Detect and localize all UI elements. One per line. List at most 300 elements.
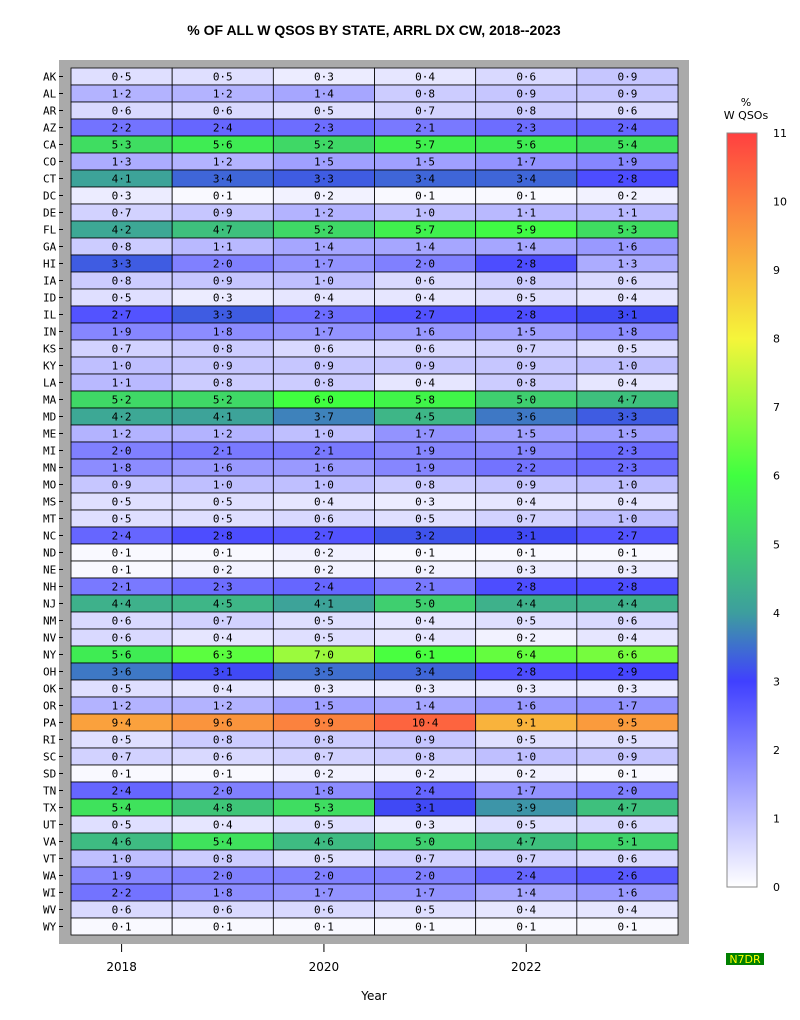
cell-value-label: 5·8 bbox=[415, 393, 436, 407]
cell-value-label: 0·8 bbox=[313, 376, 334, 390]
cell-value-label: 1·0 bbox=[313, 427, 334, 441]
cell-value-label: 6·4 bbox=[516, 648, 537, 662]
cell-value-label: 0·6 bbox=[111, 631, 132, 645]
cell-value-label: 2·0 bbox=[415, 257, 436, 271]
cell-value-label: 2·0 bbox=[111, 444, 132, 458]
cell-value-label: 1·5 bbox=[415, 155, 436, 169]
cell-value-label: 3·2 bbox=[415, 529, 436, 543]
row-label: CA bbox=[43, 138, 57, 152]
x-tick-label: 2022 bbox=[510, 960, 542, 974]
row-label: IA bbox=[43, 274, 57, 288]
row-label: MO bbox=[43, 478, 57, 492]
cell-value-label: 0·9 bbox=[212, 274, 233, 288]
cell-value-label: 0·5 bbox=[313, 631, 334, 645]
cell-value-label: 9·9 bbox=[313, 716, 334, 730]
row-label: WY bbox=[43, 920, 57, 934]
cell-value-label: 5·2 bbox=[313, 223, 334, 237]
cell-value-label: 6·0 bbox=[313, 393, 334, 407]
cell-value-label: 0·3 bbox=[516, 563, 537, 577]
cell-value-label: 0·5 bbox=[111, 70, 132, 84]
cell-value-label: 2·7 bbox=[111, 308, 132, 322]
colorbar-tick-label: 3 bbox=[773, 675, 780, 689]
row-label: OK bbox=[43, 682, 57, 696]
row-label: LA bbox=[43, 376, 57, 390]
cell-value-label: 2·7 bbox=[617, 529, 638, 543]
cell-value-label: 0·8 bbox=[516, 104, 537, 118]
cell-value-label: 2·2 bbox=[111, 121, 132, 135]
cell-value-label: 2·0 bbox=[617, 784, 638, 798]
cell-value-label: 1·9 bbox=[111, 869, 132, 883]
cell-value-label: 0·9 bbox=[212, 206, 233, 220]
row-label: NE bbox=[43, 563, 57, 577]
cell-value-label: 0·9 bbox=[516, 359, 537, 373]
cell-value-label: 0·1 bbox=[617, 767, 638, 781]
row-label: NY bbox=[43, 648, 57, 662]
cell-value-label: 0·5 bbox=[516, 733, 537, 747]
cell-value-label: 0·9 bbox=[212, 359, 233, 373]
cell-value-label: 5·7 bbox=[415, 223, 436, 237]
cell-value-label: 2·1 bbox=[415, 580, 436, 594]
x-tick-label: 2020 bbox=[308, 960, 340, 974]
cell-value-label: 0·5 bbox=[111, 512, 132, 526]
cell-value-label: 0·4 bbox=[415, 70, 436, 84]
cell-value-label: 0·1 bbox=[111, 563, 132, 577]
cell-value-label: 0·6 bbox=[415, 274, 436, 288]
row-label: ME bbox=[43, 427, 57, 441]
cell-value-label: 1·2 bbox=[212, 427, 233, 441]
cell-value-label: 0·8 bbox=[212, 852, 233, 866]
row-label: IL bbox=[43, 308, 57, 322]
cell-value-label: 1·4 bbox=[313, 240, 334, 254]
cell-value-label: 5·4 bbox=[212, 835, 233, 849]
cell-value-label: 2·4 bbox=[516, 869, 537, 883]
cell-value-label: 2·7 bbox=[313, 529, 334, 543]
colorbar-title: W QSOs bbox=[723, 109, 769, 122]
cell-value-label: 3·1 bbox=[516, 529, 537, 543]
cell-value-label: 5·9 bbox=[516, 223, 537, 237]
cell-value-label: 1·4 bbox=[415, 240, 436, 254]
row-label: TX bbox=[43, 801, 57, 815]
cell-value-label: 0·9 bbox=[516, 478, 537, 492]
cell-value-label: 2·0 bbox=[212, 784, 233, 798]
cell-value-label: 1·1 bbox=[111, 376, 132, 390]
cell-value-label: 0·4 bbox=[617, 631, 638, 645]
cell-value-label: 0·6 bbox=[313, 903, 334, 917]
cell-value-label: 0·1 bbox=[415, 920, 436, 934]
cell-value-label: 0·1 bbox=[212, 546, 233, 560]
cell-value-label: 0·2 bbox=[415, 767, 436, 781]
cell-value-label: 0·6 bbox=[617, 274, 638, 288]
cell-value-label: 0·3 bbox=[313, 70, 334, 84]
cell-value-label: 2·8 bbox=[516, 665, 537, 679]
cell-value-label: 1·0 bbox=[111, 359, 132, 373]
colorbar-legend bbox=[724, 96, 787, 894]
cell-value-label: 4·4 bbox=[111, 597, 132, 611]
cell-value-label: 1·6 bbox=[617, 886, 638, 900]
cell-value-label: 3·4 bbox=[516, 172, 537, 186]
cell-value-label: 0·6 bbox=[212, 750, 233, 764]
cell-value-label: 0·2 bbox=[415, 563, 436, 577]
cell-value-label: 0·9 bbox=[617, 87, 638, 101]
cell-value-label: 1·1 bbox=[617, 206, 638, 220]
row-label: ND bbox=[43, 546, 57, 560]
author-badge bbox=[726, 953, 764, 966]
cell-value-label: 0·6 bbox=[617, 104, 638, 118]
cell-value-label: 0·1 bbox=[212, 920, 233, 934]
cell-value-label: 4·4 bbox=[516, 597, 537, 611]
cell-value-label: 0·7 bbox=[111, 750, 132, 764]
colorbar-tick-label: 1 bbox=[773, 812, 780, 826]
row-label: TN bbox=[43, 784, 57, 798]
cell-value-label: 0·6 bbox=[617, 818, 638, 832]
colorbar-tick-label: 4 bbox=[773, 606, 780, 620]
cell-value-label: 0·6 bbox=[516, 70, 537, 84]
cell-value-label: 0·1 bbox=[516, 546, 537, 560]
cell-value-label: 0·7 bbox=[111, 342, 132, 356]
cell-value-label: 5·4 bbox=[111, 801, 132, 815]
cell-value-label: 0·5 bbox=[415, 903, 436, 917]
cell-value-label: 1·1 bbox=[212, 240, 233, 254]
cell-value-label: 5·0 bbox=[516, 393, 537, 407]
cell-value-label: 6·3 bbox=[212, 648, 233, 662]
cell-value-label: 4·5 bbox=[212, 597, 233, 611]
row-label: NC bbox=[43, 529, 57, 543]
cell-value-label: 0·6 bbox=[111, 104, 132, 118]
cell-value-label: 2·1 bbox=[313, 444, 334, 458]
row-label: MD bbox=[43, 410, 57, 424]
row-label: CO bbox=[43, 155, 57, 169]
colorbar-tick-label: 11 bbox=[773, 127, 787, 140]
cell-value-label: 3·3 bbox=[313, 172, 334, 186]
cell-value-label: 10·4 bbox=[411, 716, 439, 730]
cell-value-label: 0·3 bbox=[617, 682, 638, 696]
cell-value-label: 1·5 bbox=[313, 155, 334, 169]
row-label: NV bbox=[43, 631, 57, 645]
cell-value-label: 2·8 bbox=[516, 308, 537, 322]
row-label: MN bbox=[43, 461, 57, 475]
cell-value-label: 1·2 bbox=[111, 87, 132, 101]
cell-value-label: 2·1 bbox=[111, 580, 132, 594]
cell-value-label: 0·3 bbox=[516, 682, 537, 696]
cell-value-label: 0·7 bbox=[415, 852, 436, 866]
cell-value-label: 1·6 bbox=[415, 325, 436, 339]
row-label: MT bbox=[43, 512, 57, 526]
colorbar-tick-label: 0 bbox=[773, 881, 780, 894]
cell-value-label: 0·1 bbox=[111, 767, 132, 781]
cell-value-label: 2·3 bbox=[516, 121, 537, 135]
cell-value-label: 4·1 bbox=[111, 172, 132, 186]
row-label: PA bbox=[43, 716, 57, 730]
cell-value-label: 0·5 bbox=[313, 104, 334, 118]
cell-value-label: 0·7 bbox=[111, 206, 132, 220]
cell-value-label: 1·0 bbox=[313, 274, 334, 288]
cell-value-label: 0·4 bbox=[212, 818, 233, 832]
cell-value-label: 5·0 bbox=[415, 597, 436, 611]
cell-value-label: 0·7 bbox=[415, 104, 436, 118]
cell-value-label: 1·0 bbox=[212, 478, 233, 492]
cell-value-label: 1·8 bbox=[313, 784, 334, 798]
colorbar-tick-label: 5 bbox=[773, 538, 780, 552]
cell-value-label: 0·1 bbox=[111, 920, 132, 934]
cell-value-label: 1·5 bbox=[617, 427, 638, 441]
cell-value-label: 0·1 bbox=[111, 546, 132, 560]
cell-value-label: 1·2 bbox=[212, 699, 233, 713]
cell-value-label: 3·4 bbox=[212, 172, 233, 186]
cell-value-label: 1·0 bbox=[617, 512, 638, 526]
cell-value-label: 0·7 bbox=[516, 512, 537, 526]
cell-value-label: 0·1 bbox=[212, 767, 233, 781]
cell-value-label: 1·8 bbox=[617, 325, 638, 339]
cell-value-label: 0·1 bbox=[313, 920, 334, 934]
cell-value-label: 2·4 bbox=[415, 784, 436, 798]
cell-value-label: 0·9 bbox=[415, 733, 436, 747]
cell-value-label: 0·7 bbox=[516, 852, 537, 866]
cell-value-label: 2·3 bbox=[617, 444, 638, 458]
cell-value-label: 1·0 bbox=[516, 750, 537, 764]
cell-value-label: 0·3 bbox=[415, 495, 436, 509]
cell-value-label: 0·4 bbox=[212, 631, 233, 645]
row-label: HI bbox=[43, 257, 57, 271]
colorbar-tick-label: 10 bbox=[773, 195, 787, 209]
cell-value-label: 0·5 bbox=[111, 291, 132, 305]
cell-value-label: 0·3 bbox=[313, 682, 334, 696]
cell-value-label: 1·6 bbox=[313, 461, 334, 475]
cell-value-label: 1·6 bbox=[617, 240, 638, 254]
cell-value-label: 0·8 bbox=[415, 87, 436, 101]
cell-value-label: 1·8 bbox=[111, 461, 132, 475]
cell-value-label: 1·7 bbox=[415, 427, 436, 441]
colorbar-tick-label: 7 bbox=[773, 401, 780, 415]
row-label: AZ bbox=[43, 121, 57, 135]
cell-value-label: 1·7 bbox=[617, 699, 638, 713]
cell-value-label: 1·8 bbox=[212, 325, 233, 339]
cell-value-label: 5·7 bbox=[415, 138, 436, 152]
cell-value-label: 2·2 bbox=[516, 461, 537, 475]
cell-value-label: 0·5 bbox=[111, 818, 132, 832]
cell-value-label: 0·5 bbox=[516, 291, 537, 305]
cell-value-label: 0·4 bbox=[617, 495, 638, 509]
cell-value-label: 1·0 bbox=[313, 478, 334, 492]
chart-title: % OF ALL W QSOS BY STATE, ARRL DX CW, 2018--2023 bbox=[187, 22, 561, 38]
cell-value-label: 0·8 bbox=[212, 733, 233, 747]
cell-value-label: 0·5 bbox=[516, 818, 537, 832]
cell-value-label: 0·5 bbox=[415, 512, 436, 526]
cell-value-label: 2·3 bbox=[212, 580, 233, 594]
cell-value-label: 5·0 bbox=[415, 835, 436, 849]
cell-value-label: 0·4 bbox=[516, 495, 537, 509]
cell-value-label: 0·9 bbox=[516, 87, 537, 101]
cell-value-label: 3·9 bbox=[516, 801, 537, 815]
cell-value-label: 0·2 bbox=[516, 767, 537, 781]
row-label: SC bbox=[43, 750, 57, 764]
cell-value-label: 1·2 bbox=[111, 427, 132, 441]
author-badge-text: N7DR bbox=[729, 953, 761, 966]
cell-value-label: 4·6 bbox=[111, 835, 132, 849]
row-label: KS bbox=[43, 342, 57, 356]
cell-value-label: 0·5 bbox=[313, 818, 334, 832]
cell-value-label: 0·6 bbox=[617, 614, 638, 628]
cell-value-label: 0·5 bbox=[111, 733, 132, 747]
cell-value-label: 0·1 bbox=[516, 189, 537, 203]
cell-value-label: 1·7 bbox=[313, 325, 334, 339]
cell-value-label: 0·4 bbox=[415, 614, 436, 628]
cell-value-label: 0·5 bbox=[617, 342, 638, 356]
cell-value-label: 2·9 bbox=[617, 665, 638, 679]
cell-value-label: 0·5 bbox=[111, 682, 132, 696]
cell-value-label: 2·4 bbox=[111, 784, 132, 798]
cell-value-label: 3·4 bbox=[415, 665, 436, 679]
cell-value-label: 1·7 bbox=[516, 155, 537, 169]
cell-value-label: 5·6 bbox=[212, 138, 233, 152]
cell-value-label: 3·4 bbox=[415, 172, 436, 186]
cell-value-label: 0·5 bbox=[212, 495, 233, 509]
cell-value-label: 2·8 bbox=[516, 257, 537, 271]
cell-value-label: 1·3 bbox=[617, 257, 638, 271]
cell-value-label: 3·6 bbox=[516, 410, 537, 424]
cell-value-label: 4·1 bbox=[212, 410, 233, 424]
row-label: DC bbox=[43, 189, 57, 203]
cell-value-label: 2·4 bbox=[617, 121, 638, 135]
cell-value-label: 0·8 bbox=[415, 478, 436, 492]
cell-value-label: 0·4 bbox=[415, 631, 436, 645]
cell-value-label: 2·1 bbox=[212, 444, 233, 458]
cell-value-label: 5·2 bbox=[313, 138, 334, 152]
row-label: RI bbox=[43, 733, 57, 747]
row-label: VT bbox=[43, 852, 57, 866]
cell-value-label: 0·5 bbox=[313, 614, 334, 628]
cell-value-label: 1·0 bbox=[617, 478, 638, 492]
cell-value-label: 1·9 bbox=[415, 461, 436, 475]
cell-value-label: 1·2 bbox=[313, 206, 334, 220]
cell-value-label: 0·7 bbox=[313, 750, 334, 764]
cell-value-label: 0·1 bbox=[617, 920, 638, 934]
cell-value-label: 0·9 bbox=[313, 359, 334, 373]
cell-value-label: 2·8 bbox=[212, 529, 233, 543]
cell-value-label: 2·4 bbox=[212, 121, 233, 135]
cell-value-label: 0·4 bbox=[617, 376, 638, 390]
cell-value-label: 0·2 bbox=[313, 767, 334, 781]
cell-value-label: 2·3 bbox=[313, 121, 334, 135]
cell-value-label: 2·3 bbox=[313, 308, 334, 322]
cell-value-label: 0·1 bbox=[617, 546, 638, 560]
cell-value-label: 0·1 bbox=[212, 189, 233, 203]
row-label: KY bbox=[43, 359, 57, 373]
cell-value-label: 0·6 bbox=[313, 512, 334, 526]
row-label: MS bbox=[43, 495, 57, 509]
cell-value-label: 0·4 bbox=[516, 903, 537, 917]
cell-value-label: 3·5 bbox=[313, 665, 334, 679]
cell-value-label: 1·5 bbox=[313, 699, 334, 713]
cell-value-label: 0·8 bbox=[111, 274, 132, 288]
colorbar-tick-label: 9 bbox=[773, 264, 780, 278]
row-label: UT bbox=[43, 818, 57, 832]
cell-value-label: 0·3 bbox=[111, 189, 132, 203]
cell-value-label: 4·5 bbox=[415, 410, 436, 424]
cell-value-label: 0·4 bbox=[212, 682, 233, 696]
cell-value-label: 1·6 bbox=[516, 699, 537, 713]
cell-value-label: 9·1 bbox=[516, 716, 537, 730]
row-label: NH bbox=[43, 580, 57, 594]
row-label: GA bbox=[43, 240, 57, 254]
cell-value-label: 1·5 bbox=[516, 325, 537, 339]
cell-value-label: 5·3 bbox=[313, 801, 334, 815]
row-label: WI bbox=[43, 886, 57, 900]
cell-value-label: 0·6 bbox=[111, 903, 132, 917]
cell-value-label: 1·5 bbox=[516, 427, 537, 441]
row-label: OH bbox=[43, 665, 57, 679]
cell-value-label: 5·6 bbox=[516, 138, 537, 152]
cell-value-label: 2·4 bbox=[111, 529, 132, 543]
cell-value-label: 1·9 bbox=[415, 444, 436, 458]
cell-value-label: 3·7 bbox=[313, 410, 334, 424]
cell-value-label: 4·4 bbox=[617, 597, 638, 611]
cell-value-label: 0·4 bbox=[617, 903, 638, 917]
cell-value-label: 0·6 bbox=[617, 852, 638, 866]
cell-value-label: 0·5 bbox=[212, 512, 233, 526]
cell-value-label: 1·0 bbox=[111, 852, 132, 866]
cell-value-label: 0·4 bbox=[415, 376, 436, 390]
cell-value-label: 4·2 bbox=[111, 410, 132, 424]
cell-value-label: 6·1 bbox=[415, 648, 436, 662]
cell-value-label: 4·7 bbox=[516, 835, 537, 849]
cell-value-label: 0·2 bbox=[313, 546, 334, 560]
colorbar-tick-label: 2 bbox=[773, 743, 780, 757]
cell-value-label: 0·2 bbox=[617, 189, 638, 203]
cell-value-label: 1·7 bbox=[516, 784, 537, 798]
cell-value-label: 0·2 bbox=[313, 189, 334, 203]
row-label: ID bbox=[43, 291, 57, 305]
colorbar-title: % bbox=[740, 96, 752, 109]
cell-value-label: 0·2 bbox=[313, 563, 334, 577]
cell-value-label: 5·4 bbox=[617, 138, 638, 152]
row-label: OR bbox=[43, 699, 57, 713]
row-label: SD bbox=[43, 767, 57, 781]
row-label: AK bbox=[43, 70, 57, 84]
row-label: MA bbox=[43, 393, 57, 407]
cell-value-label: 4·7 bbox=[617, 801, 638, 815]
cell-value-label: 6·6 bbox=[617, 648, 638, 662]
cell-value-label: 1·2 bbox=[111, 699, 132, 713]
cell-value-label: 0·6 bbox=[111, 614, 132, 628]
row-label: AR bbox=[43, 104, 57, 118]
cell-value-label: 1·0 bbox=[617, 359, 638, 373]
cell-value-label: 5·1 bbox=[617, 835, 638, 849]
cell-value-label: 0·8 bbox=[212, 342, 233, 356]
cell-value-label: 0·2 bbox=[212, 563, 233, 577]
x-axis-label: Year bbox=[361, 989, 387, 1003]
cell-value-label: 3·3 bbox=[617, 410, 638, 424]
cell-value-label: 4·2 bbox=[111, 223, 132, 237]
cell-value-label: 5·3 bbox=[617, 223, 638, 237]
cell-value-label: 0·6 bbox=[415, 342, 436, 356]
cell-value-label: 4·1 bbox=[313, 597, 334, 611]
cell-value-label: 4·7 bbox=[617, 393, 638, 407]
cell-value-label: 1·8 bbox=[212, 886, 233, 900]
cell-value-label: 5·2 bbox=[212, 393, 233, 407]
cell-value-label: 0·5 bbox=[313, 852, 334, 866]
x-axis bbox=[106, 944, 541, 974]
cell-value-label: 3·1 bbox=[415, 801, 436, 815]
cell-value-label: 0·4 bbox=[415, 291, 436, 305]
cell-value-label: 4·6 bbox=[313, 835, 334, 849]
cell-value-label: 0·8 bbox=[313, 733, 334, 747]
cell-value-label: 4·8 bbox=[212, 801, 233, 815]
cell-value-label: 0·1 bbox=[415, 546, 436, 560]
row-label: FL bbox=[43, 223, 57, 237]
cell-value-label: 0·8 bbox=[212, 376, 233, 390]
cell-value-label: 2·7 bbox=[415, 308, 436, 322]
cell-value-label: 2·3 bbox=[617, 461, 638, 475]
